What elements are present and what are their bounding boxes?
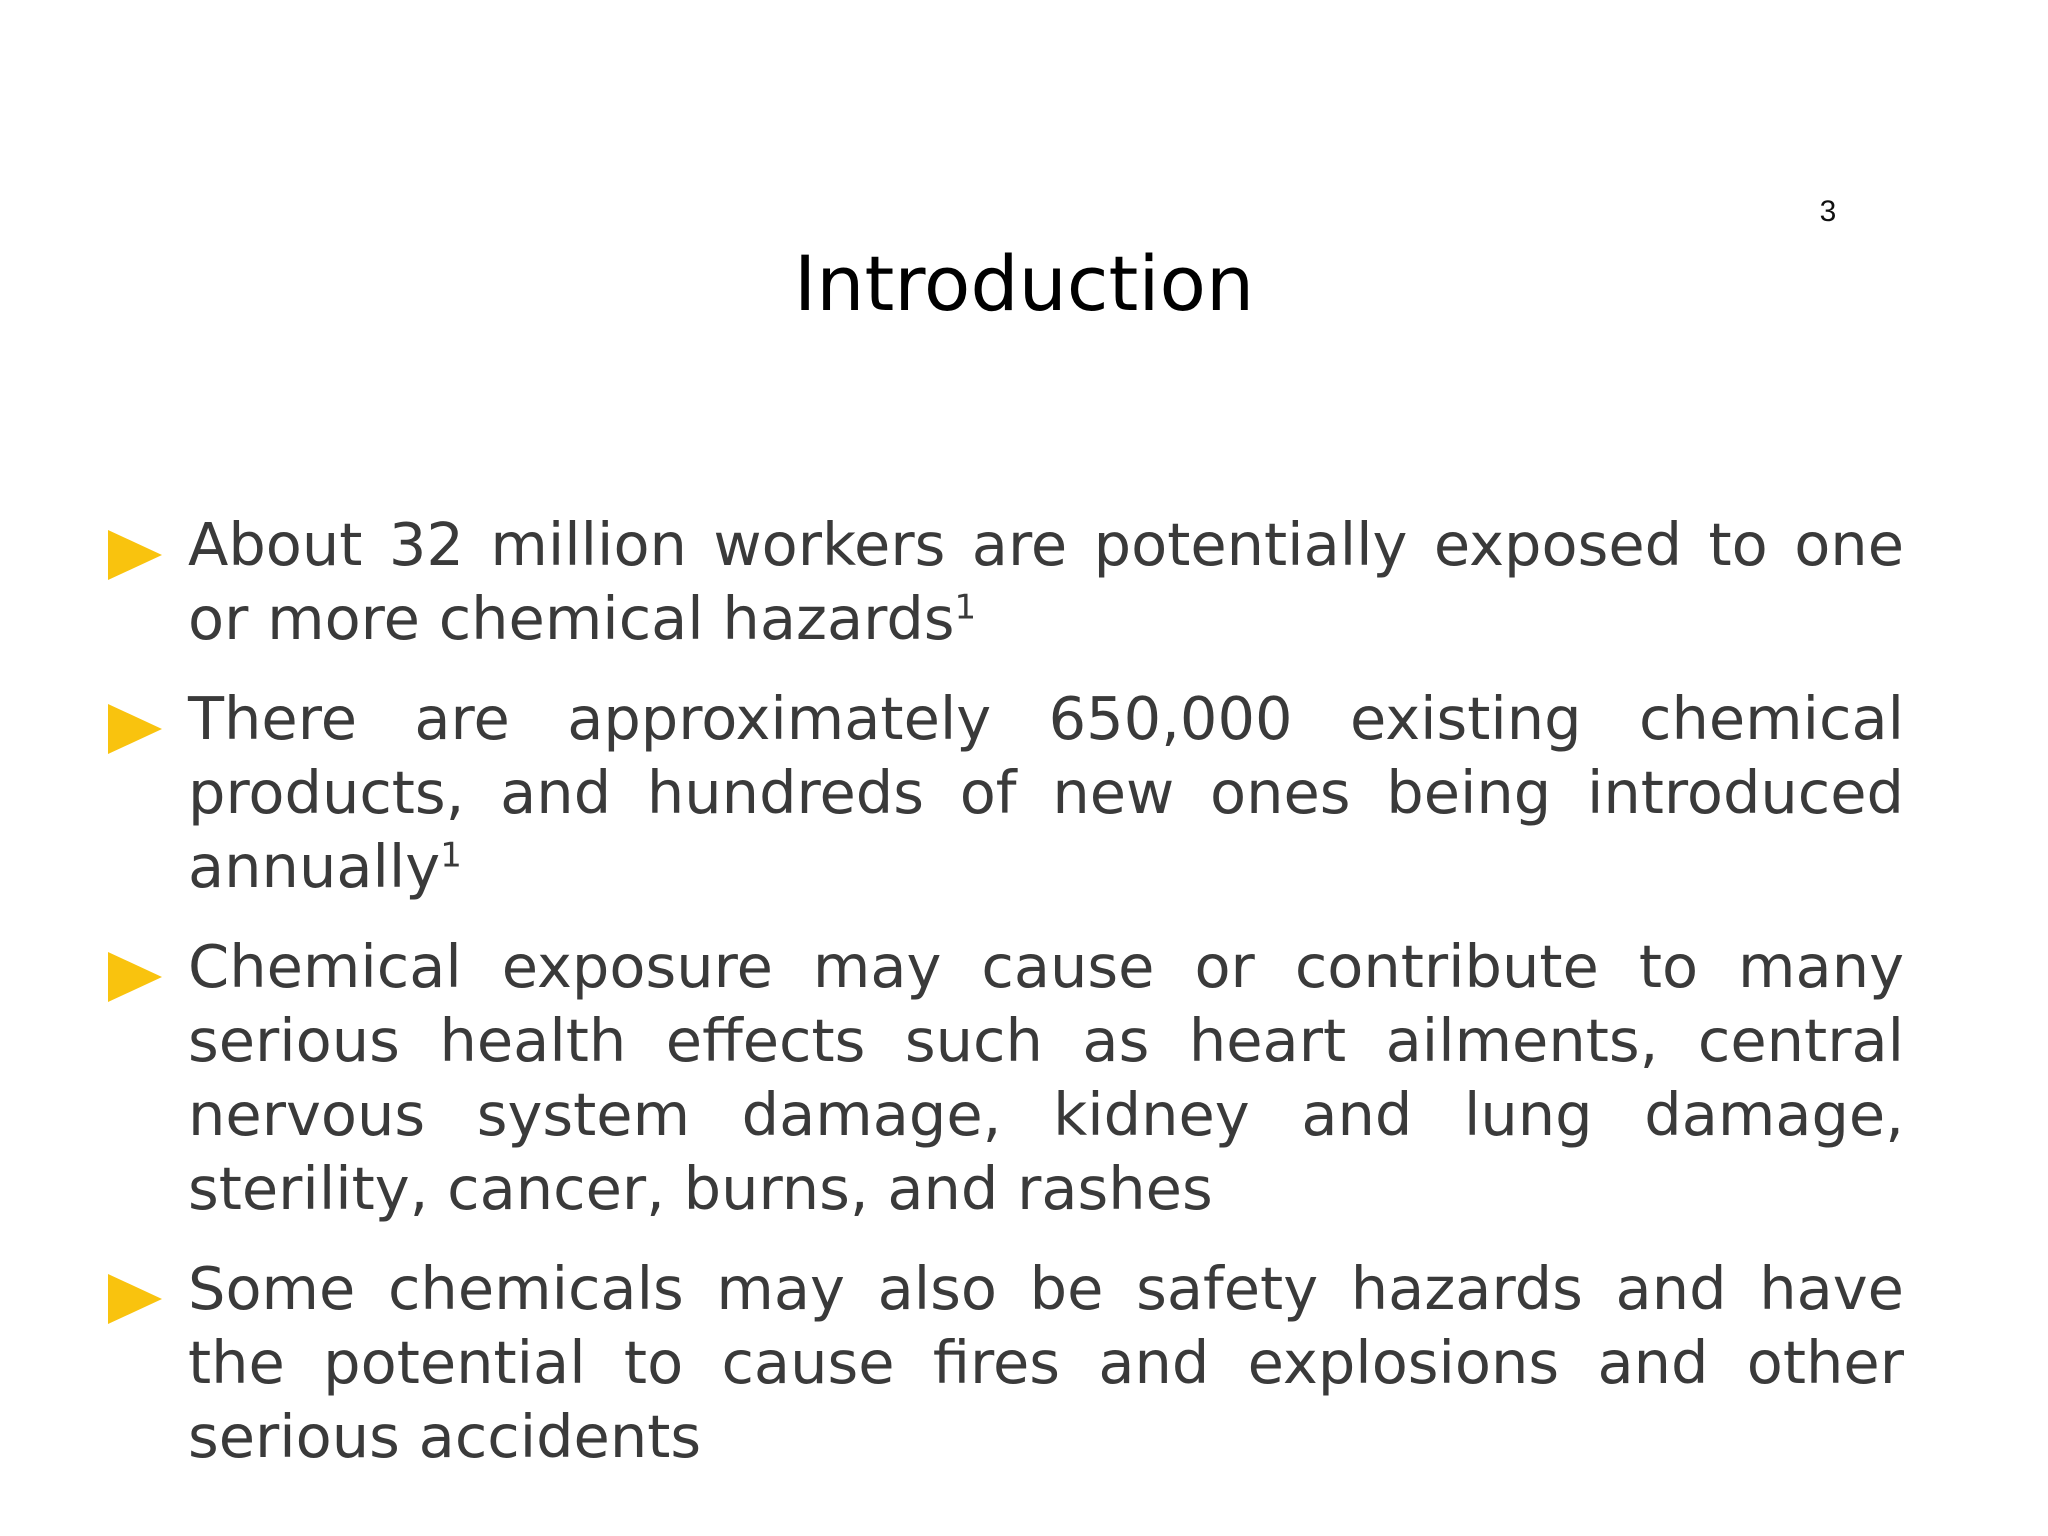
triangle-bullet-icon — [108, 704, 162, 754]
footnote-marker: 1 — [954, 587, 977, 628]
triangle-bullet-icon — [108, 530, 162, 580]
triangle-bullet-icon — [108, 952, 162, 1002]
slide-title: Introduction — [793, 239, 1255, 328]
footnote-marker: 1 — [440, 835, 462, 876]
bullet-item — [108, 1252, 1904, 1474]
triangle-bullet-icon — [108, 1274, 162, 1324]
bullet-text: About 32 million workers are potentially exposed to one or more chemical hazards — [188, 510, 1904, 653]
bullet-item — [108, 508, 1904, 656]
bullet-text: Some chemicals may also be safety hazards and have the potential to cause fires and explosions and other serious accidents — [188, 1254, 1904, 1471]
bullet-text: Chemical exposure may cause or contribute to many serious health effects such as heart ailments, central nervous system damage, kidney and lung damage, sterility, cancer, burns, and rashes — [188, 932, 1904, 1223]
bullet-item — [108, 682, 1904, 904]
bullet-list — [108, 508, 1904, 1500]
page-number: 3 — [1819, 195, 1837, 228]
bullet-item — [108, 930, 1904, 1226]
bullet-text: There are approximately 650,000 existing chemical products, and hundreds of new ones being introduced annually — [188, 684, 1904, 901]
